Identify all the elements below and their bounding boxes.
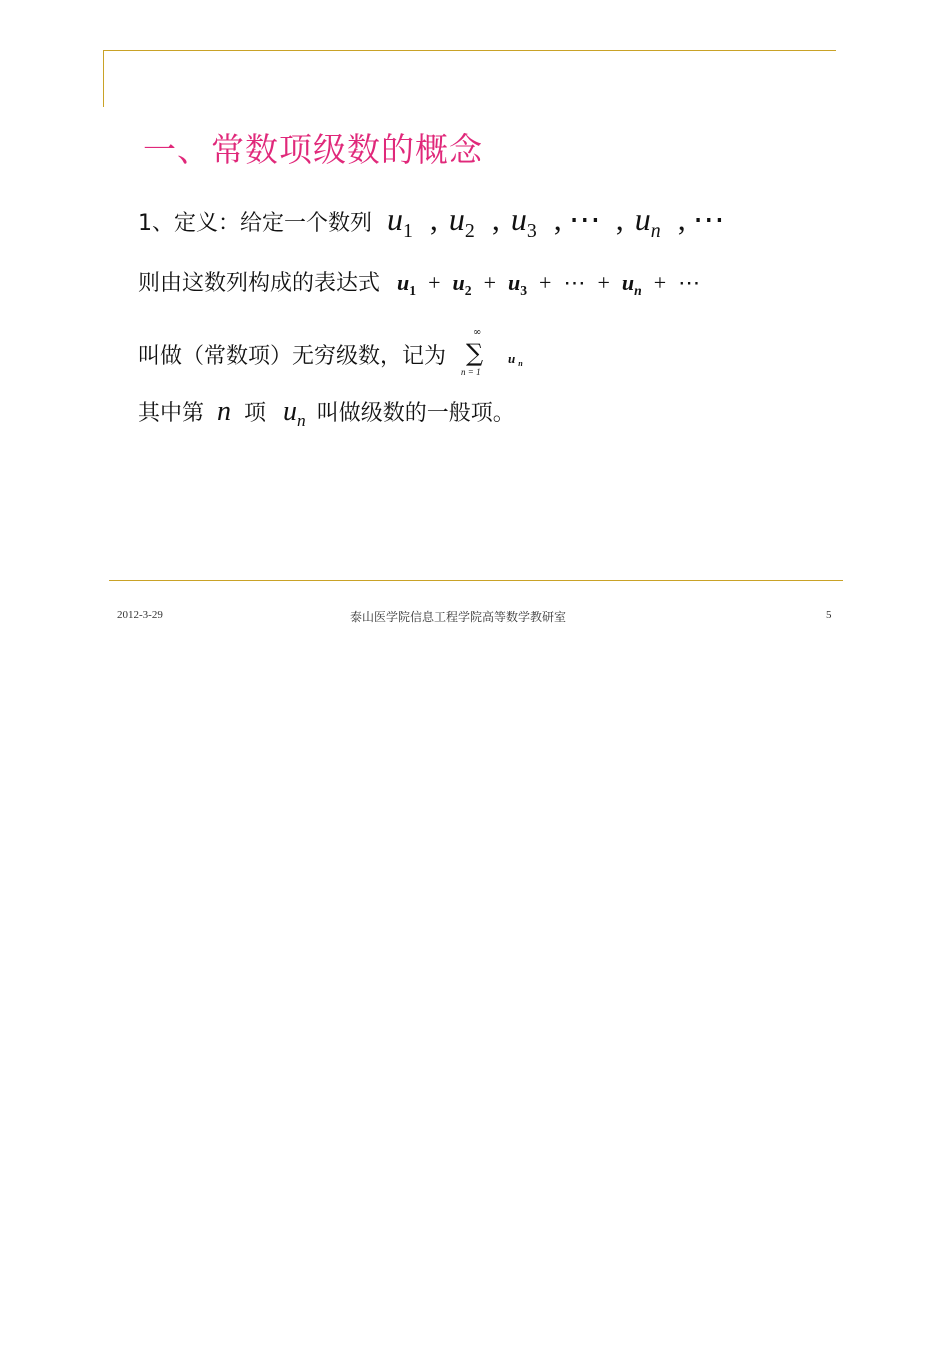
plus-2: + (483, 270, 496, 295)
sum-term-u3: $u_3$ (507, 270, 528, 298)
term-un: $u_n$ (634, 201, 661, 242)
comma-1: , (429, 201, 438, 237)
sum-term-un: $u_n$ (621, 270, 642, 298)
term-u3: $u_3$ (510, 201, 537, 242)
ellipsis-1: ⋯ (568, 201, 601, 237)
index-n: n (217, 396, 232, 427)
series-prefix: 叫做（常数项）无穷级数，记为 (138, 344, 447, 369)
general-term-un: $u_n$ (283, 396, 306, 431)
summation-lower-limit: n = 1 (461, 367, 481, 377)
comma-2: , (491, 201, 500, 237)
plus-5: + (653, 270, 667, 295)
footer-divider (109, 580, 843, 581)
comma-4: , (615, 201, 624, 237)
general-term-suffix: 叫做级数的一般项。 (316, 401, 515, 426)
summation-upper-limit: ∞ (473, 327, 482, 338)
expression-line (138, 266, 700, 299)
footer-date: 2012-3-29 (117, 609, 163, 621)
slide-title: 一、常数项级数的概念 (143, 130, 483, 169)
definition-line (138, 200, 725, 243)
series-line (138, 327, 523, 377)
frame-left-border (103, 50, 104, 107)
ellipsis-3: ⋯ (563, 270, 586, 295)
sum-term-u1: $u_1$ (397, 270, 417, 298)
series-term-un: u $_n$ (508, 351, 523, 368)
general-term-mid: 项 (244, 401, 267, 426)
term-u1: $u_1$ (387, 201, 413, 242)
expression-prefix: 则由这数列构成的表达式 (138, 271, 381, 296)
plus-1: + (428, 270, 441, 295)
comma-5: , (677, 201, 686, 237)
plus-3: + (539, 270, 552, 295)
general-term-line (138, 396, 515, 431)
comma-3: , (553, 201, 562, 237)
sum-term-u2: $u_2$ (452, 270, 472, 298)
ellipsis-2: ⋯ (692, 201, 725, 237)
summation (461, 327, 493, 377)
ellipsis-4: ⋯ (678, 270, 701, 295)
definition-prefix: 1、定义：给定一个数列 (138, 211, 372, 236)
frame-top-border (103, 50, 836, 51)
page-number: 5 (826, 609, 832, 621)
general-term-prefix: 其中第 (138, 401, 205, 426)
footer-institution: 泰山医学院信息工程学院高等数学教研室 (350, 610, 567, 624)
plus-4: + (597, 270, 610, 295)
sigma-symbol: ∑ (466, 339, 484, 367)
term-u2: $u_2$ (448, 201, 475, 242)
